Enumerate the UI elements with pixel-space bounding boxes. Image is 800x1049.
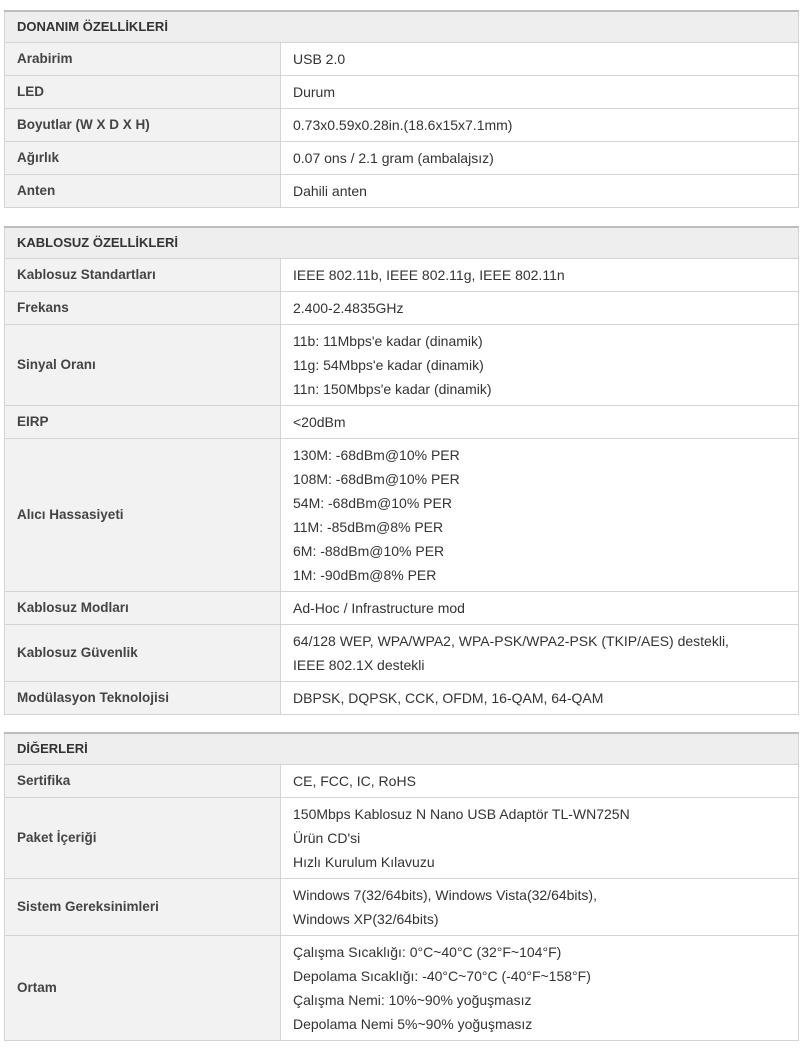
spec-value-line: CE, FCC, IC, RoHS	[293, 773, 416, 789]
spec-value-line: 108M: -68dBm@10% PER	[293, 471, 460, 487]
spec-value	[281, 175, 799, 208]
spec-label: Paket İçeriği	[5, 798, 281, 879]
spec-row	[5, 292, 799, 325]
spec-value-line: 2.400-2.4835GHz	[293, 300, 404, 316]
spec-label: EIRP	[5, 406, 281, 439]
spec-value-line: Çalışma Sıcaklığı: 0°C~40°C (32°F~104°F)	[293, 944, 562, 960]
spec-row	[5, 259, 799, 292]
spec-value-line: 0.07 ons / 2.1 gram (ambalajsız)	[293, 150, 494, 166]
spec-row	[5, 625, 799, 682]
spec-label: Sinyal Oranı	[5, 325, 281, 406]
spec-value-line: 150Mbps Kablosuz N Nano USB Adaptör TL-WN725N	[293, 806, 630, 822]
spec-row	[5, 43, 799, 76]
spec-value	[281, 292, 799, 325]
spec-value	[281, 798, 799, 879]
spec-value-line: Windows XP(32/64bits)	[293, 911, 439, 927]
spec-row	[5, 765, 799, 798]
spec-value	[281, 592, 799, 625]
spec-value-line: 6M: -88dBm@10% PER	[293, 543, 445, 559]
spec-section-table	[4, 732, 799, 1041]
spec-value-line: 64/128 WEP, WPA/WPA2, WPA-PSK/WPA2-PSK (TKIP/AES) destekli,	[293, 633, 729, 649]
spec-row	[5, 439, 799, 592]
spec-value-line: Ad-Hoc / Infrastructure mod	[293, 600, 465, 616]
spec-label: Kablosuz Modları	[5, 592, 281, 625]
spec-row	[5, 936, 799, 1041]
spec-value	[281, 625, 799, 682]
spec-value	[281, 439, 799, 592]
spec-value	[281, 325, 799, 406]
spec-value	[281, 259, 799, 292]
spec-value-line: Hızlı Kurulum Kılavuzu	[293, 854, 435, 870]
spec-label: Arabirim	[5, 43, 281, 76]
spec-label: Boyutlar (W X D X H)	[5, 109, 281, 142]
spec-value	[281, 142, 799, 175]
spec-value-line: 11n: 150Mbps'e kadar (dinamik)	[293, 381, 492, 397]
spec-value-line: Çalışma Nemi: 10%~90% yoğuşmasız	[293, 992, 532, 1008]
spec-row	[5, 682, 799, 715]
spec-value-line: Depolama Nemi 5%~90% yoğuşmasız	[293, 1016, 533, 1032]
spec-value-line: USB 2.0	[293, 51, 346, 67]
spec-row	[5, 175, 799, 208]
spec-value-line: DBPSK, DQPSK, CCK, OFDM, 16-QAM, 64-QAM	[293, 690, 604, 706]
spec-label: LED	[5, 76, 281, 109]
spec-value-line: 11g: 54Mbps'e kadar (dinamik)	[293, 357, 484, 373]
spec-value-line: IEEE 802.11b, IEEE 802.11g, IEEE 802.11n	[293, 267, 565, 283]
spec-label: Kablosuz Standartları	[5, 259, 281, 292]
spec-row	[5, 406, 799, 439]
section-title: DİĞERLERİ	[5, 733, 799, 765]
spec-row	[5, 142, 799, 175]
spec-label: Kablosuz Güvenlik	[5, 625, 281, 682]
spec-label: Ortam	[5, 936, 281, 1041]
spec-value-line: Durum	[293, 84, 336, 100]
spec-label: Alıcı Hassasiyeti	[5, 439, 281, 592]
spec-label: Ağırlık	[5, 142, 281, 175]
spec-value-line: 1M: -90dBm@8% PER	[293, 567, 437, 583]
spec-section-table	[4, 226, 799, 715]
spec-value-line: Dahili anten	[293, 183, 367, 199]
spec-value-line: 0.73x0.59x0.28in.(18.6x15x7.1mm)	[293, 117, 513, 133]
spec-value-line: <20dBm	[293, 414, 346, 430]
spec-row	[5, 109, 799, 142]
spec-value-line: 130M: -68dBm@10% PER	[293, 447, 460, 463]
spec-value-line: Windows 7(32/64bits), Windows Vista(32/64bits),	[293, 887, 597, 903]
spec-value	[281, 406, 799, 439]
spec-row	[5, 76, 799, 109]
spec-value	[281, 879, 799, 936]
spec-value-line: 54M: -68dBm@10% PER	[293, 495, 452, 511]
spec-label: Frekans	[5, 292, 281, 325]
spec-value-line: Ürün CD'si	[293, 830, 361, 846]
spec-value	[281, 109, 799, 142]
spec-row	[5, 798, 799, 879]
spec-value	[281, 936, 799, 1041]
spec-value	[281, 682, 799, 715]
spec-label: Sistem Gereksinimleri	[5, 879, 281, 936]
spec-row	[5, 879, 799, 936]
spec-value-line: Depolama Sıcaklığı: -40°C~70°C (-40°F~158°F)	[293, 968, 591, 984]
spec-label: Modülasyon Teknolojisi	[5, 682, 281, 715]
spec-label: Anten	[5, 175, 281, 208]
spec-row	[5, 325, 799, 406]
spec-value-line: IEEE 802.1X destekli	[293, 657, 425, 673]
spec-label: Sertifika	[5, 765, 281, 798]
section-title: DONANIM ÖZELLİKLERİ	[5, 11, 799, 43]
spec-value-line: 11b: 11Mbps'e kadar (dinamik)	[293, 333, 483, 349]
spec-row	[5, 592, 799, 625]
spec-value	[281, 765, 799, 798]
spec-value	[281, 43, 799, 76]
section-title: KABLOSUZ ÖZELLİKLERİ	[5, 227, 799, 259]
spec-section-table	[4, 10, 799, 208]
spec-value-line: 11M: -85dBm@8% PER	[293, 519, 444, 535]
spec-value	[281, 76, 799, 109]
